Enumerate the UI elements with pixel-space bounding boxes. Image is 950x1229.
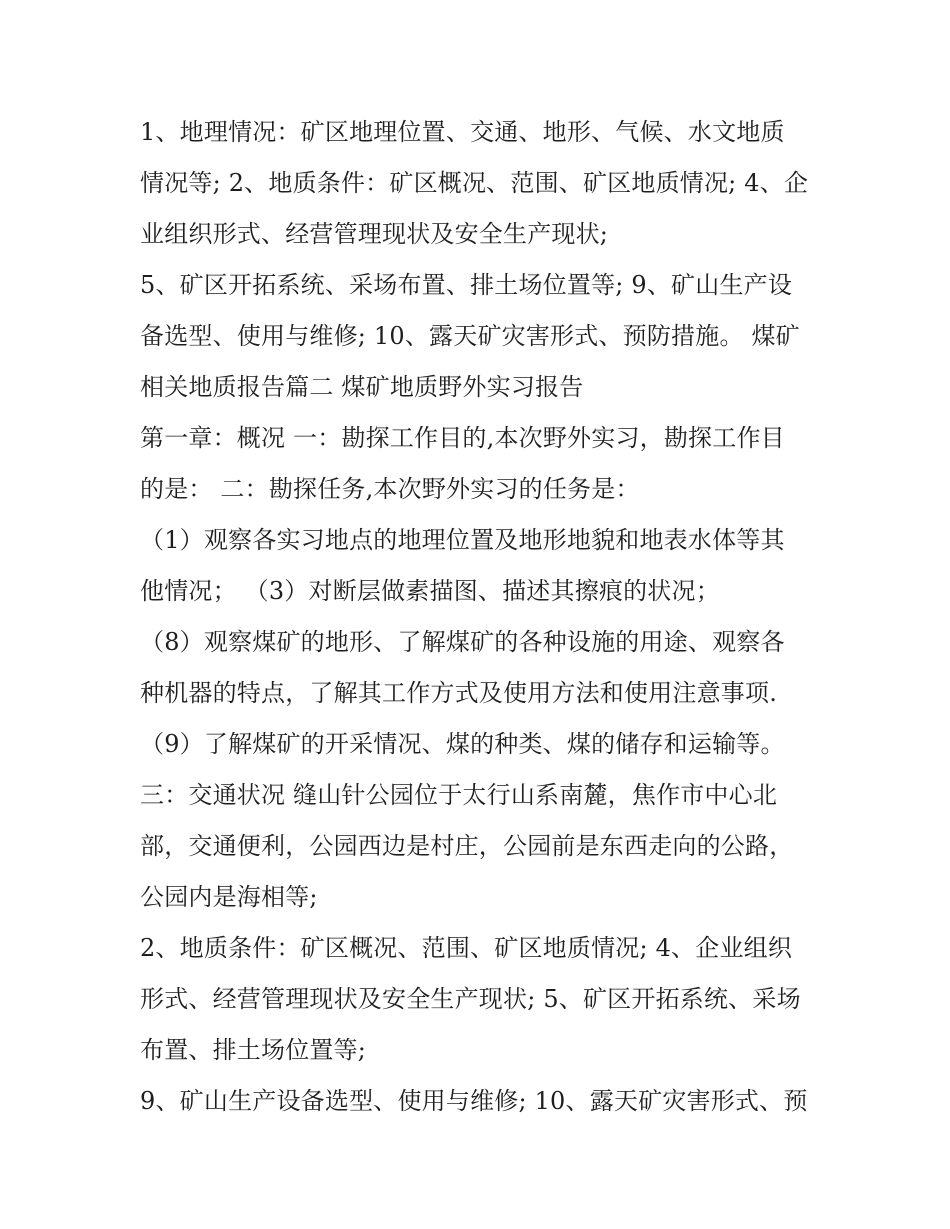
- text-line: 公园内是海相等;: [140, 883, 318, 911]
- text-line: 业组织形式、经营管理现状及安全生产现状;: [140, 220, 609, 248]
- text-line: 第一章：概况 一：勘探工作目的,本次野外实习，勘探工作目: [140, 424, 785, 452]
- text-line: 种机器的特点，了解其工作方式及使用方法和使用注意事项.: [140, 679, 778, 707]
- text-line: 的是： 二：勘探任务,本次野外实习的任务是：: [140, 475, 640, 503]
- text-line: 1、地理情况：矿区地理位置、交通、地形、气候、水文地质: [140, 118, 785, 146]
- text-line: 5、矿区开拓系统、采场布置、排土场位置等; 9、矿山生产设: [140, 271, 793, 299]
- text-line: （1）观察各实习地点的地理位置及地形地貌和地表水体等其: [140, 526, 785, 554]
- text-line: 布置、排土场位置等;: [140, 1036, 367, 1064]
- text-line: 备选型、使用与维修; 10、露天矿灾害形式、预防措施。 煤矿: [140, 322, 800, 350]
- text-line: 他情况； （3）对断层做素描图、描述其擦痕的状况；: [140, 577, 720, 605]
- text-line: 相关地质报告篇二 煤矿地质野外实习报告: [140, 373, 584, 401]
- text-line: 2、地质条件：矿区概况、范围、矿区地质情况; 4、企业组织: [140, 934, 793, 962]
- text-line: （9）了解煤矿的开采情况、煤的种类、煤的储存和运输等。: [140, 730, 785, 758]
- text-line: 部，交通便利，公园西边是村庄，公园前是东西走向的公路，: [140, 832, 794, 860]
- text-line: 情况等; 2、地质条件：矿区概况、范围、矿区地质情况; 4、企: [140, 169, 809, 197]
- text-line: 三：交通状况 缝山针公园位于太行山系南麓，焦作市中心北: [140, 781, 778, 809]
- text-line: 形式、经营管理现状及安全生产现状; 5、矿区开拓系统、采场: [140, 985, 801, 1013]
- document-body: [140, 107, 820, 1127]
- text-line: （8）观察煤矿的地形、了解煤矿的各种设施的用途、观察各: [140, 628, 785, 656]
- text-line: 9、矿山生产设备选型、使用与维修; 10、露天矿灾害形式、预: [140, 1087, 808, 1115]
